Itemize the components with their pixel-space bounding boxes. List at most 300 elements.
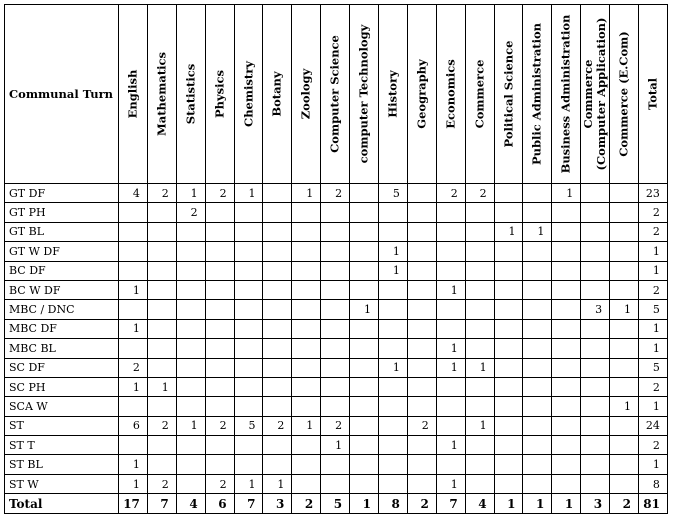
cell-total: 5 — [639, 358, 668, 377]
table-row — [5, 300, 668, 319]
cell-history: 1 — [379, 261, 408, 280]
cell-physics — [205, 203, 234, 222]
column-header-botany — [263, 5, 292, 184]
table-row — [5, 261, 668, 280]
column-header-history — [379, 5, 408, 184]
cell-commerce — [465, 300, 494, 319]
cell-zoology: 1 — [292, 416, 321, 435]
cell-public-administration — [523, 184, 552, 203]
cell-computer-science: 1 — [321, 436, 350, 455]
cell-statistics — [176, 377, 205, 396]
cell-business-administration: 1 — [552, 184, 581, 203]
cell-physics: 2 — [205, 416, 234, 435]
cell-botany — [263, 280, 292, 299]
cell-public-administration: 1 — [523, 222, 552, 241]
cell-statistics: 4 — [176, 494, 205, 514]
cell-zoology — [292, 474, 321, 493]
cell-public-administration — [523, 261, 552, 280]
cell-chemistry — [234, 222, 263, 241]
cell-computer-technology — [350, 474, 379, 493]
cell-political-science: 1 — [494, 494, 523, 514]
row-label: SC PH — [5, 377, 119, 396]
cell-chemistry — [234, 203, 263, 222]
cell-english — [119, 242, 148, 261]
cell-physics — [205, 358, 234, 377]
cell-geography — [407, 261, 436, 280]
cell-geography — [407, 474, 436, 493]
column-header-label: Chemistry — [241, 61, 255, 127]
cell-political-science — [494, 397, 523, 416]
cell-political-science — [494, 319, 523, 338]
cell-geography — [407, 184, 436, 203]
cell-computer-science: 2 — [321, 184, 350, 203]
cell-commerce-e-com: 2 — [610, 494, 639, 514]
cell-economics — [436, 319, 465, 338]
cell-political-science — [494, 339, 523, 358]
cell-computer-technology — [350, 358, 379, 377]
cell-mathematics — [147, 436, 176, 455]
cell-computer-science — [321, 474, 350, 493]
column-header-label: Commerce — [472, 59, 487, 129]
cell-economics — [436, 300, 465, 319]
cell-zoology — [292, 261, 321, 280]
cell-statistics — [176, 455, 205, 474]
cell-computer-science — [321, 280, 350, 299]
cell-chemistry: 5 — [234, 416, 263, 435]
cell-total: 5 — [639, 300, 668, 319]
cell-zoology — [292, 280, 321, 299]
cell-computer-technology — [350, 397, 379, 416]
cell-english: 17 — [119, 494, 148, 514]
cell-statistics — [176, 261, 205, 280]
table-row — [5, 474, 668, 493]
cell-computer-technology — [350, 242, 379, 261]
cell-chemistry — [234, 377, 263, 396]
column-header-label: Commerce (Computer Application) — [581, 17, 609, 171]
cell-english: 1 — [119, 455, 148, 474]
cell-history — [379, 377, 408, 396]
cell-history: 1 — [379, 242, 408, 261]
row-label: ST BL — [5, 455, 119, 474]
cell-zoology — [292, 339, 321, 358]
cell-commerce — [465, 455, 494, 474]
cell-chemistry: 1 — [234, 474, 263, 493]
cell-botany — [263, 339, 292, 358]
cell-public-administration — [523, 339, 552, 358]
cell-commerce-computer-application — [581, 184, 610, 203]
cell-physics — [205, 377, 234, 396]
cell-chemistry — [234, 280, 263, 299]
cell-commerce-computer-application — [581, 358, 610, 377]
cell-total: 2 — [639, 203, 668, 222]
cell-computer-science — [321, 455, 350, 474]
column-header-label: Physics — [212, 69, 227, 119]
cell-commerce-computer-application: 3 — [581, 300, 610, 319]
cell-commerce-computer-application — [581, 455, 610, 474]
cell-botany — [263, 242, 292, 261]
row-label: BC DF — [5, 261, 119, 280]
column-header-political-science — [494, 5, 523, 184]
cell-political-science — [494, 203, 523, 222]
cell-history — [379, 397, 408, 416]
cell-commerce-e-com — [610, 261, 639, 280]
cell-commerce — [465, 261, 494, 280]
cell-computer-science — [321, 339, 350, 358]
column-header-label: Public Administration — [529, 22, 544, 166]
cell-commerce-computer-application — [581, 474, 610, 493]
cell-business-administration — [552, 474, 581, 493]
cell-total: 2 — [639, 280, 668, 299]
cell-chemistry: 1 — [234, 184, 263, 203]
cell-political-science — [494, 261, 523, 280]
column-header-english — [119, 5, 148, 184]
cell-economics: 1 — [436, 280, 465, 299]
cell-computer-technology — [350, 436, 379, 455]
cell-commerce-e-com — [610, 203, 639, 222]
cell-statistics: 2 — [176, 203, 205, 222]
cell-commerce — [465, 222, 494, 241]
cell-commerce-computer-application — [581, 222, 610, 241]
cell-computer-science — [321, 358, 350, 377]
cell-total: 2 — [639, 222, 668, 241]
cell-history — [379, 455, 408, 474]
cell-zoology — [292, 300, 321, 319]
cell-statistics — [176, 436, 205, 455]
cell-commerce-computer-application — [581, 339, 610, 358]
table-row — [5, 416, 668, 435]
cell-statistics — [176, 280, 205, 299]
cell-physics — [205, 455, 234, 474]
cell-zoology — [292, 319, 321, 338]
cell-english — [119, 261, 148, 280]
cell-economics — [436, 416, 465, 435]
cell-history: 8 — [379, 494, 408, 514]
cell-computer-technology — [350, 203, 379, 222]
cell-business-administration: 1 — [552, 494, 581, 514]
column-header-label: Mathematics — [154, 52, 169, 136]
cell-chemistry — [234, 455, 263, 474]
cell-zoology — [292, 242, 321, 261]
cell-english — [119, 203, 148, 222]
cell-political-science — [494, 300, 523, 319]
cell-business-administration — [552, 339, 581, 358]
cell-zoology — [292, 455, 321, 474]
cell-commerce — [465, 339, 494, 358]
cell-computer-technology — [350, 416, 379, 435]
cell-computer-science — [321, 377, 350, 396]
cell-computer-science — [321, 203, 350, 222]
cell-computer-science — [321, 261, 350, 280]
cell-commerce-e-com — [610, 280, 639, 299]
cell-statistics — [176, 397, 205, 416]
column-header-physics — [205, 5, 234, 184]
cell-mathematics — [147, 358, 176, 377]
cell-botany — [263, 319, 292, 338]
cell-history — [379, 300, 408, 319]
cell-political-science — [494, 280, 523, 299]
cell-chemistry — [234, 300, 263, 319]
cell-commerce-computer-application — [581, 280, 610, 299]
cell-physics: 2 — [205, 474, 234, 493]
cell-commerce — [465, 397, 494, 416]
cell-zoology — [292, 377, 321, 396]
cell-physics — [205, 222, 234, 241]
cell-english — [119, 339, 148, 358]
cell-political-science — [494, 436, 523, 455]
row-label: ST W — [5, 474, 119, 493]
row-label: MBC DF — [5, 319, 119, 338]
total-row — [5, 494, 668, 514]
column-header-statistics — [176, 5, 205, 184]
cell-physics — [205, 319, 234, 338]
table-row — [5, 377, 668, 396]
cell-english: 1 — [119, 474, 148, 493]
cell-commerce-e-com — [610, 319, 639, 338]
cell-economics — [436, 397, 465, 416]
cell-history — [379, 416, 408, 435]
cell-geography — [407, 436, 436, 455]
cell-history — [379, 280, 408, 299]
cell-chemistry — [234, 436, 263, 455]
row-label: ST — [5, 416, 119, 435]
cell-political-science — [494, 358, 523, 377]
cell-commerce-e-com — [610, 377, 639, 396]
cell-political-science — [494, 242, 523, 261]
row-label: GT W DF — [5, 242, 119, 261]
cell-commerce — [465, 474, 494, 493]
cell-total: 1 — [639, 242, 668, 261]
cell-statistics — [176, 222, 205, 241]
cell-computer-technology: 1 — [350, 494, 379, 514]
cell-business-administration — [552, 203, 581, 222]
cell-geography — [407, 339, 436, 358]
cell-geography: 2 — [407, 494, 436, 514]
cell-commerce-computer-application — [581, 261, 610, 280]
cell-zoology — [292, 436, 321, 455]
cell-geography — [407, 319, 436, 338]
cell-chemistry — [234, 261, 263, 280]
cell-botany — [263, 261, 292, 280]
table-row — [5, 280, 668, 299]
cell-public-administration: 1 — [523, 494, 552, 514]
table-row — [5, 242, 668, 261]
cell-public-administration — [523, 300, 552, 319]
cell-geography — [407, 397, 436, 416]
cell-geography — [407, 222, 436, 241]
column-header-label: English — [125, 69, 140, 119]
cell-computer-technology — [350, 455, 379, 474]
cell-economics — [436, 455, 465, 474]
cell-business-administration — [552, 358, 581, 377]
cell-geography — [407, 203, 436, 222]
cell-public-administration — [523, 436, 552, 455]
cell-commerce-computer-application — [581, 397, 610, 416]
row-header-communal-turn: Communal Turn — [5, 5, 119, 184]
communal-turn-table — [4, 4, 668, 514]
cell-english: 1 — [119, 377, 148, 396]
table-row — [5, 222, 668, 241]
cell-physics — [205, 436, 234, 455]
column-header-label: Political Science — [501, 40, 516, 148]
cell-computer-technology — [350, 184, 379, 203]
row-label: MBC BL — [5, 339, 119, 358]
cell-commerce — [465, 377, 494, 396]
cell-commerce-computer-application — [581, 203, 610, 222]
cell-commerce-e-com — [610, 455, 639, 474]
column-header-label: Zoology — [298, 68, 313, 120]
cell-business-administration — [552, 416, 581, 435]
column-header-label: Economics — [443, 59, 458, 129]
column-header-label: History — [385, 70, 400, 118]
cell-botany — [263, 222, 292, 241]
cell-mathematics — [147, 319, 176, 338]
cell-business-administration — [552, 397, 581, 416]
column-header-computer-science — [321, 5, 350, 184]
cell-commerce-e-com — [610, 416, 639, 435]
cell-history — [379, 319, 408, 338]
cell-total: 81 — [639, 494, 668, 514]
cell-commerce-computer-application — [581, 377, 610, 396]
column-header-commerce-computer-application — [581, 5, 610, 184]
column-header-commerce — [465, 5, 494, 184]
cell-total: 1 — [639, 319, 668, 338]
table-row — [5, 319, 668, 338]
cell-public-administration — [523, 416, 552, 435]
cell-chemistry — [234, 319, 263, 338]
cell-computer-technology — [350, 222, 379, 241]
cell-total: 2 — [639, 436, 668, 455]
cell-commerce-e-com — [610, 184, 639, 203]
cell-history — [379, 203, 408, 222]
cell-commerce-computer-application — [581, 436, 610, 455]
cell-chemistry: 7 — [234, 494, 263, 514]
cell-total: 1 — [639, 397, 668, 416]
cell-public-administration — [523, 474, 552, 493]
cell-business-administration — [552, 222, 581, 241]
cell-commerce: 2 — [465, 184, 494, 203]
cell-statistics — [176, 319, 205, 338]
cell-botany — [263, 300, 292, 319]
cell-commerce-computer-application — [581, 242, 610, 261]
cell-business-administration — [552, 377, 581, 396]
column-header-public-administration — [523, 5, 552, 184]
cell-economics: 1 — [436, 436, 465, 455]
column-header-label: Botany — [269, 71, 284, 117]
cell-business-administration — [552, 242, 581, 261]
cell-commerce — [465, 203, 494, 222]
cell-commerce-computer-application — [581, 319, 610, 338]
cell-economics — [436, 242, 465, 261]
cell-economics — [436, 222, 465, 241]
cell-geography — [407, 280, 436, 299]
cell-computer-science — [321, 242, 350, 261]
column-header-economics — [436, 5, 465, 184]
cell-chemistry — [234, 397, 263, 416]
cell-total: 1 — [639, 455, 668, 474]
cell-mathematics — [147, 455, 176, 474]
cell-commerce — [465, 319, 494, 338]
cell-geography — [407, 242, 436, 261]
cell-physics — [205, 397, 234, 416]
cell-public-administration — [523, 242, 552, 261]
cell-total: 1 — [639, 261, 668, 280]
cell-history — [379, 339, 408, 358]
cell-mathematics — [147, 339, 176, 358]
column-header-total — [639, 5, 668, 184]
cell-political-science — [494, 474, 523, 493]
cell-history — [379, 474, 408, 493]
column-header-geography — [407, 5, 436, 184]
cell-computer-science: 2 — [321, 416, 350, 435]
cell-commerce-computer-application — [581, 416, 610, 435]
cell-chemistry — [234, 242, 263, 261]
cell-mathematics: 1 — [147, 377, 176, 396]
column-header-business-administration — [552, 5, 581, 184]
cell-mathematics: 7 — [147, 494, 176, 514]
table-row — [5, 184, 668, 203]
cell-commerce-e-com: 1 — [610, 300, 639, 319]
column-header-computer-technology — [350, 5, 379, 184]
cell-economics — [436, 261, 465, 280]
cell-commerce-e-com — [610, 222, 639, 241]
cell-computer-science — [321, 222, 350, 241]
cell-statistics — [176, 339, 205, 358]
table-row — [5, 339, 668, 358]
table-row — [5, 397, 668, 416]
table-row — [5, 436, 668, 455]
column-header-label: Commerce (E.Com) — [616, 31, 631, 157]
row-label: SCA W — [5, 397, 119, 416]
cell-economics: 7 — [436, 494, 465, 514]
cell-mathematics: 2 — [147, 184, 176, 203]
table-row — [5, 455, 668, 474]
cell-economics: 2 — [436, 184, 465, 203]
cell-physics: 2 — [205, 184, 234, 203]
row-label: GT DF — [5, 184, 119, 203]
header-row — [5, 5, 668, 184]
cell-english — [119, 436, 148, 455]
row-label: BC W DF — [5, 280, 119, 299]
cell-total: 24 — [639, 416, 668, 435]
cell-public-administration — [523, 377, 552, 396]
cell-zoology: 1 — [292, 184, 321, 203]
column-header-label: computer Technology — [356, 24, 371, 164]
column-header-label: Statistics — [183, 63, 198, 125]
cell-physics — [205, 242, 234, 261]
table-row — [5, 358, 668, 377]
cell-physics — [205, 280, 234, 299]
cell-geography: 2 — [407, 416, 436, 435]
cell-commerce — [465, 280, 494, 299]
cell-public-administration — [523, 358, 552, 377]
cell-zoology: 2 — [292, 494, 321, 514]
cell-botany — [263, 436, 292, 455]
cell-economics: 1 — [436, 358, 465, 377]
cell-mathematics — [147, 222, 176, 241]
cell-physics: 6 — [205, 494, 234, 514]
cell-physics — [205, 339, 234, 358]
cell-computer-science — [321, 300, 350, 319]
cell-political-science: 1 — [494, 222, 523, 241]
cell-mathematics: 2 — [147, 474, 176, 493]
table-body — [5, 184, 668, 514]
cell-statistics — [176, 242, 205, 261]
cell-total: 8 — [639, 474, 668, 493]
cell-computer-technology — [350, 377, 379, 396]
cell-botany — [263, 184, 292, 203]
table-row — [5, 203, 668, 222]
cell-botany — [263, 377, 292, 396]
